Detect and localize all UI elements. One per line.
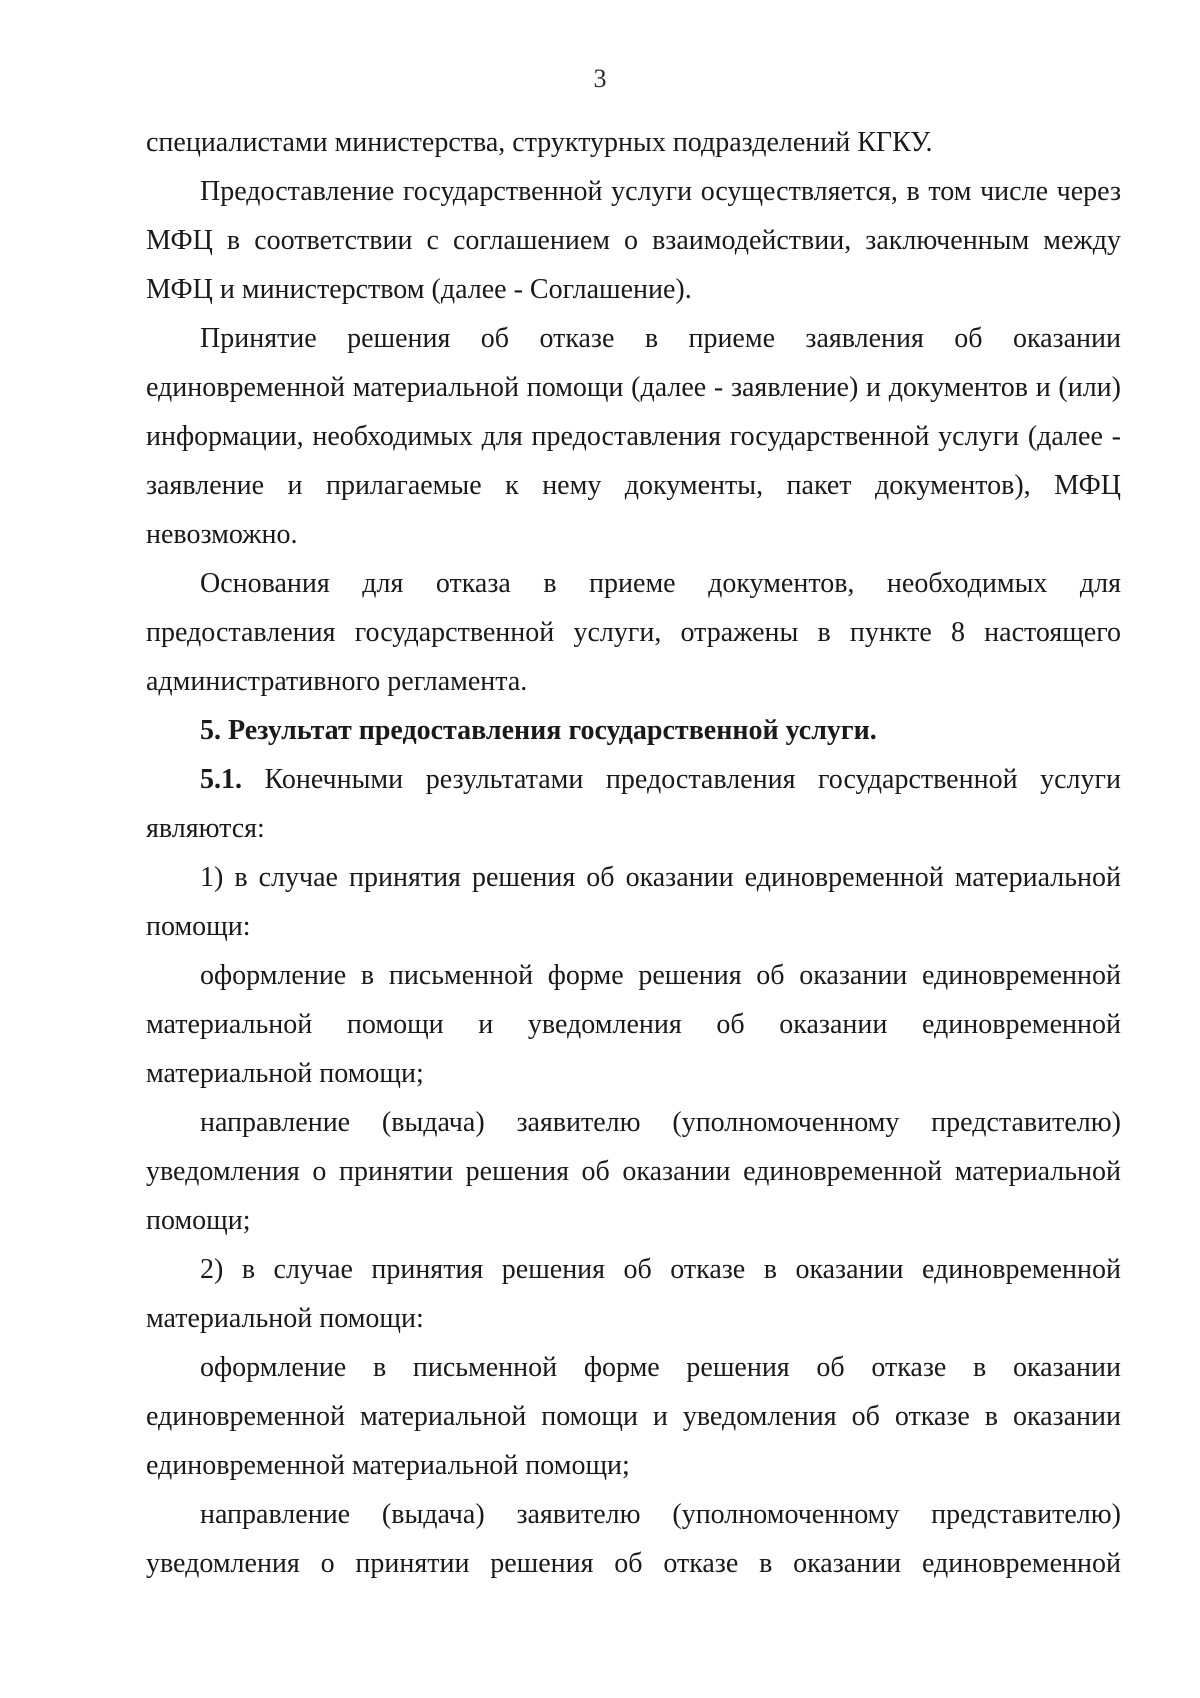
section-heading: 5. Результат предоставления государственной услуги.	[200, 715, 877, 746]
item-5-1-text: Конечными результатами предоставления государственной услуги являются:	[146, 764, 1121, 844]
result-case-1-notice: направление (выдача) заявителю (уполномоченному представителю) уведомления о принятии решения об оказании единовременной материальной помощи;	[146, 1107, 1121, 1236]
paragraph-mfc-provision: Предоставление государственной услуги осуществляется, в том числе через МФЦ в соответствии с соглашением о взаимодействии, заключенным между МФЦ и министерством (далее - Соглашение).	[146, 176, 1121, 305]
result-case-1-decision: оформление в письменной форме решения об оказании единовременной материальной помощи и уведомления об оказании единовременной материальной помощи;	[146, 960, 1121, 1089]
paragraph-refusal-impossible: Принятие решения об отказе в приеме заявления об оказании единовременной материальной помощи (далее - заявление) и документов и (или) информации, необходимых для предоставления государственной услуги (далее - заявление и прилагаемые к нему документы, пакет документов), МФЦ невозможно.	[146, 323, 1121, 550]
item-5-1	[146, 755, 1121, 853]
page-number: 3	[593, 64, 607, 93]
result-case-2: 2) в случае принятия решения об отказе в оказании единовременной материальной помощи:	[146, 1254, 1121, 1334]
result-case-2-notice: направление (выдача) заявителю (уполномоченному представителю) уведомления о принятии решения об отказе в оказании единовременной	[146, 1499, 1121, 1579]
item-5-1-number: 5.1.	[200, 764, 242, 795]
result-case-1: 1) в случае принятия решения об оказании единовременной материальной помощи:	[146, 862, 1121, 942]
document-body	[146, 118, 1121, 1588]
result-case-2-decision: оформление в письменной форме решения об отказе в оказании единовременной материальной помощи и уведомления об отказе в оказании единовременной материальной помощи;	[146, 1352, 1121, 1481]
paragraph-refusal-grounds: Основания для отказа в приеме документов, необходимых для предоставления государственной услуги, отражены в пункте 8 настоящего административного регламента.	[146, 568, 1121, 697]
paragraph-continuation: специалистами министерства, структурных подразделений КГКУ.	[146, 127, 933, 158]
